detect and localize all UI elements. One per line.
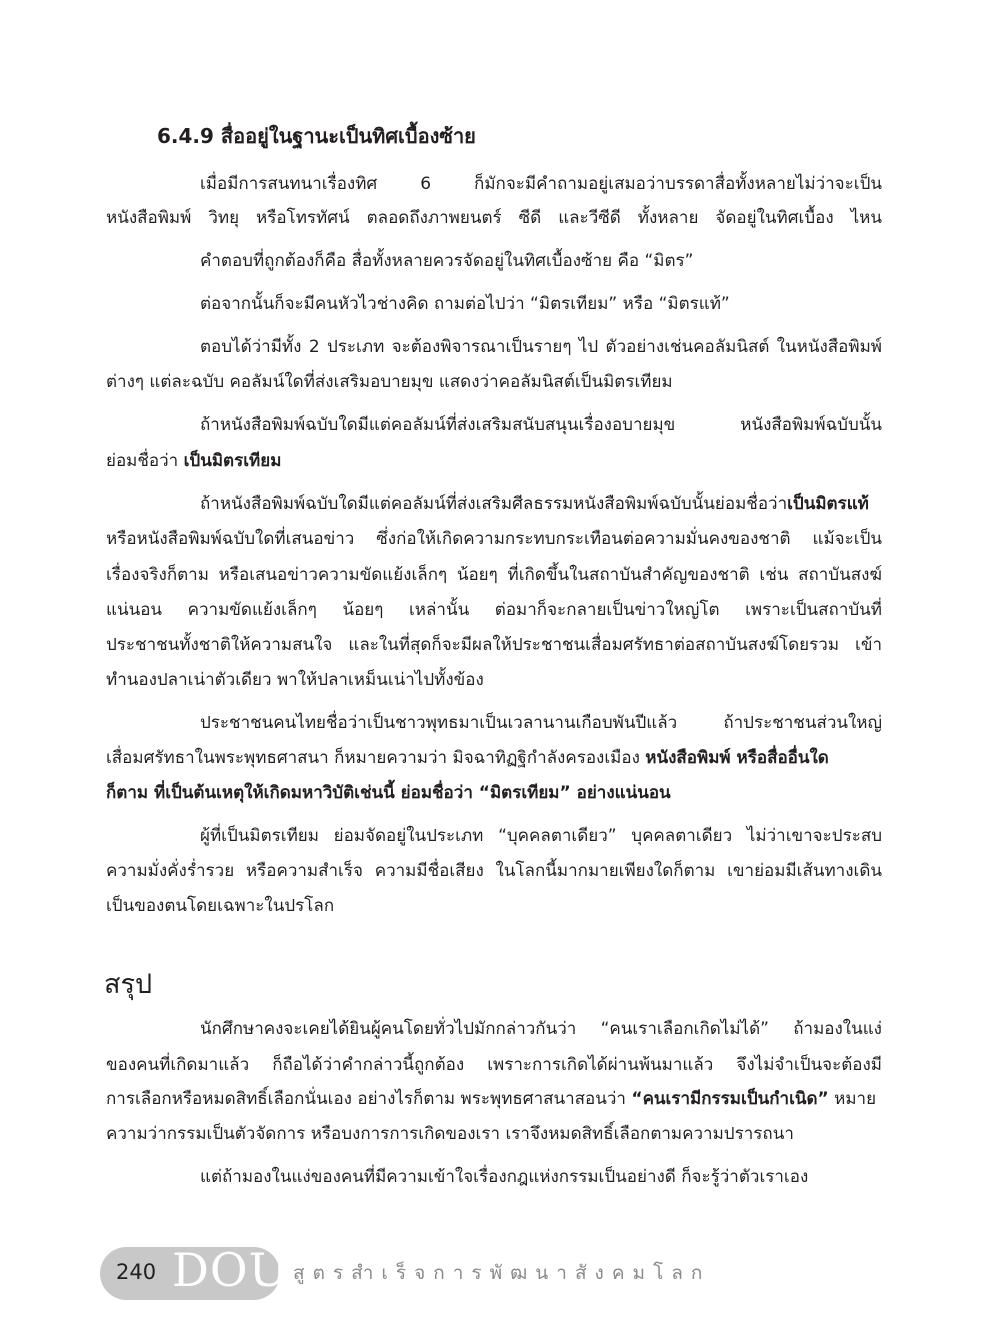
line-text: ถ้าหนังสือพิมพ์ฉบับใดมีแต่คอลัมน์ที่ส่งเสริมศีลธรรมหนังสือพิมพ์ฉบับนั้นย่อมชื่อว่า (200, 494, 788, 514)
paragraph-line: ก็ตาม ที่เป็นต้นเหตุให้เกิดมหาวิบัติเช่นนี้ ย่อมชื่อว่า “มิตรเทียม” อย่างแน่นอน (106, 783, 671, 803)
paragraph-line: คำตอบที่ถูกต้องก็คือ สื่อทั้งหลายควรจัดอยู่ในทิศเบื้องซ้าย คือ “มิตร” (200, 251, 694, 271)
paragraph-line: ต่อจากนั้นก็จะมีคนหัวไวช่างคิด ถามต่อไปว่า “มิตรเทียม” หรือ “มิตรแท้” (200, 294, 730, 314)
paragraph-line: ความมั่งคั่งร่ำรวย หรือความสำเร็จ ความมีชื่อเสียง ในโลกนี้มากมายเพียงใดก็ตาม เขาย่อมมีเส้นทางเดิน (106, 861, 882, 881)
bold-phrase: “คนเรามีกรรมเป็นกำเนิด” (631, 1089, 829, 1109)
paragraph-line: ตอบได้ว่ามีทั้ง 2 ประเภท จะต้องพิจารณาเป็นรายๆ ไป ตัวอย่างเช่นคอลัมนิสต์ ในหนังสือพิมพ์ (200, 337, 882, 357)
bold-phrase: หนังสือพิมพ์ หรือสื่ออื่นใด (645, 748, 829, 768)
paragraph-line: ต่างๆ แต่ละฉบับ คอลัมน์ใดที่ส่งเสริมอบายมุข แสดงว่าคอลัมนิสต์เป็นมิตรเทียม (106, 372, 673, 392)
summary-line: ของคนที่เกิดมาแล้ว ก็ถือได้ว่าคำกล่าวนี้ถูกต้อง เพราะการเกิดได้ผ่านพ้นมาแล้ว จึงไม่จำเป็นจะต้องมี (106, 1055, 882, 1075)
paragraph-line: เรื่องจริงก็ตาม หรือเสนอข่าวความขัดแย้งเล็กๆ น้อยๆ ที่เกิดขึ้นในสถาบันสำคัญของชาติ เช่น สถาบันสงฆ์ (106, 565, 882, 585)
paragraph-line (106, 449, 882, 473)
running-footer-title: สูตรสำเร็จการพัฒนาสังคมโลก (293, 1262, 711, 1284)
section-heading: 6.4.9 สื่ออยู่ในฐานะเป็นทิศเบื้องซ้าย (157, 124, 476, 148)
paragraph-line: ประชาชนคนไทยชื่อว่าเป็นชาวพุทธมาเป็นเวลานานเกือบพันปีแล้ว ถ้าประชาชนส่วนใหญ่ (200, 713, 882, 733)
bold-phrase: เป็นมิตรเทียม (183, 451, 282, 471)
summary-line: ความว่ากรรมเป็นตัวจัดการ หรือบงการการเกิดของเรา เราจึงหมดสิทธิ์เลือกตามความปรารถนา (106, 1124, 794, 1144)
dou-logo: DOU (172, 1243, 289, 1297)
bold-phrase: เป็นมิตรแท้ (787, 494, 869, 514)
paragraph-line (200, 492, 882, 516)
line-text: เสื่อมศรัทธาในพระพุทธศาสนา ก็หมายความว่า มิจฉาทิฏฐิกำลังครองเมือง (106, 748, 646, 768)
line-text: ย่อมชื่อว่า (106, 451, 184, 471)
summary-title: สรุป (104, 969, 153, 1000)
paragraph-line: เป็นของตนโดยเฉพาะในปรโลก (106, 896, 335, 916)
line-text: หมาย (828, 1089, 877, 1109)
paragraph-line: หนังสือพิมพ์ วิทยุ หรือโทรทัศน์ ตลอดถึงภาพยนตร์ ซีดี และวีซีดี ทั้งหลาย จัดอยู่ในทิศเบื้อง ไหน (106, 208, 882, 228)
summary-line: นักศึกษาคงจะเคยได้ยินผู้คนโดยทั่วไปมักกล่าวกันว่า “คนเราเลือกเกิดไม่ได้” ถ้ามองในแง่ (200, 1019, 882, 1039)
paragraph-line: ผู้ที่เป็นมิตรเทียม ย่อมจัดอยู่ในประเภท “บุคคลตาเดียว” บุคคลตาเดียว ไม่ว่าเขาจะประสบ (200, 826, 882, 846)
paragraph-line (106, 746, 882, 770)
summary-line: แต่ถ้ามองในแง่ของคนที่มีความเข้าใจเรื่องกฎแห่งกรรมเป็นอย่างดี ก็จะรู้ว่าตัวเราเอง (200, 1167, 809, 1187)
paragraph-line: เมื่อมีการสนทนาเรื่องทิศ 6 ก็มักจะมีคำถามอยู่เสมอว่าบรรดาสื่อทั้งหลายไม่ว่าจะเป็น (200, 174, 882, 194)
paragraph-line: ทำนองปลาเน่าตัวเดียว พาให้ปลาเหม็นเน่าไปทั้งข้อง (106, 670, 484, 690)
summary-line (106, 1087, 882, 1111)
paragraph-line: ประชาชนทั้งชาติให้ความสนใจ และในที่สุดก็จะมีผลให้ประชาชนเสื่อมศรัทธาต่อสถาบันสงฆ์โดยรวม เข้า (106, 635, 882, 655)
paragraph-line: แน่นอน ความขัดแย้งเล็กๆ น้อยๆ เหล่านั้น ต่อมาก็จะกลายเป็นข่าวใหญ่โต เพราะเป็นสถาบันที่ (106, 600, 882, 620)
paragraph-line: ถ้าหนังสือพิมพ์ฉบับใดมีแต่คอลัมน์ที่ส่งเสริมสนับสนุนเรื่องอบายมุข หนังสือพิมพ์ฉบับนั้น (200, 415, 882, 435)
line-text: การเลือกหรือหมดสิทธิ์เลือกนั่นเอง อย่างไรก็ตาม พระพุทธศาสนาสอนว่า (106, 1089, 632, 1109)
paragraph-line: หรือหนังสือพิมพ์ฉบับใดที่เสนอข่าว ซึ่งก่อให้เกิดความกระทบกระเทือนต่อความมั่นคงของชาติ แม้จะเป็น (106, 529, 882, 549)
page-number: 240 (116, 1260, 157, 1284)
